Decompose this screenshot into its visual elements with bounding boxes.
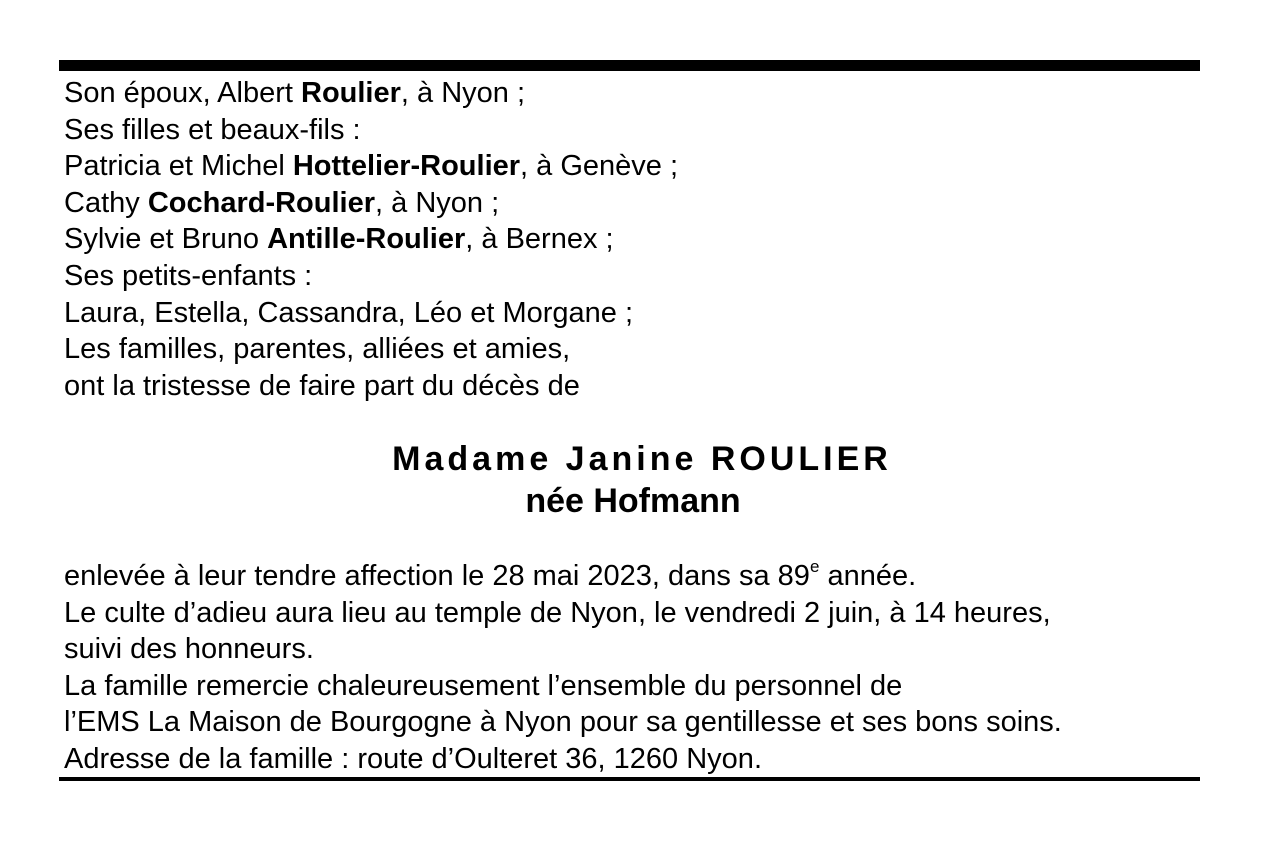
family-line: ont la tristesse de faire part du décès de [64,369,580,402]
top-rule [59,60,1200,71]
closing-line: suivi des honneurs. [64,633,314,666]
closing-line: La famille remercie chaleureusement l’ensemble du personnel de [64,669,903,702]
deceased-maiden-name: née Hofmann [525,482,741,520]
closing-line: Le culte d’adieu aura lieu au temple de Nyon, le vendredi 2 juin, à 14 heures, [64,596,1051,629]
closing-line: enlevée à leur tendre affection le 28 mai 2023, dans sa 89e année. [64,557,917,592]
family-line: Ses petits-enfants : [64,259,313,292]
closing-line: Adresse de la famille : route d’Oulteret 36, 1260 Nyon. [64,742,762,775]
family-line: Son époux, Albert Roulier, à Nyon ; [64,77,526,109]
family-line: Cathy Cochard-Roulier, à Nyon ; [64,186,500,219]
family-line: Les familles, parentes, alliées et amies, [64,333,571,366]
family-line: Ses filles et beaux-fils : [64,113,361,146]
bottom-rule [59,777,1200,781]
deceased-name: Madame Janine ROULIER [392,440,892,478]
family-line: Laura, Estella, Cassandra, Léo et Morgane ; [64,296,634,329]
deceased-name-block [0,438,1264,522]
family-line: Patricia et Michel Hottelier-Roulier, à Genève ; [64,150,679,183]
family-line: Sylvie et Bruno Antille-Roulier, à Bernex ; [64,223,614,256]
closing-text [64,558,1062,778]
closing-line: l’EMS La Maison de Bourgogne à Nyon pour sa gentillesse et ses bons soins. [64,706,1062,739]
family-list [64,75,678,404]
